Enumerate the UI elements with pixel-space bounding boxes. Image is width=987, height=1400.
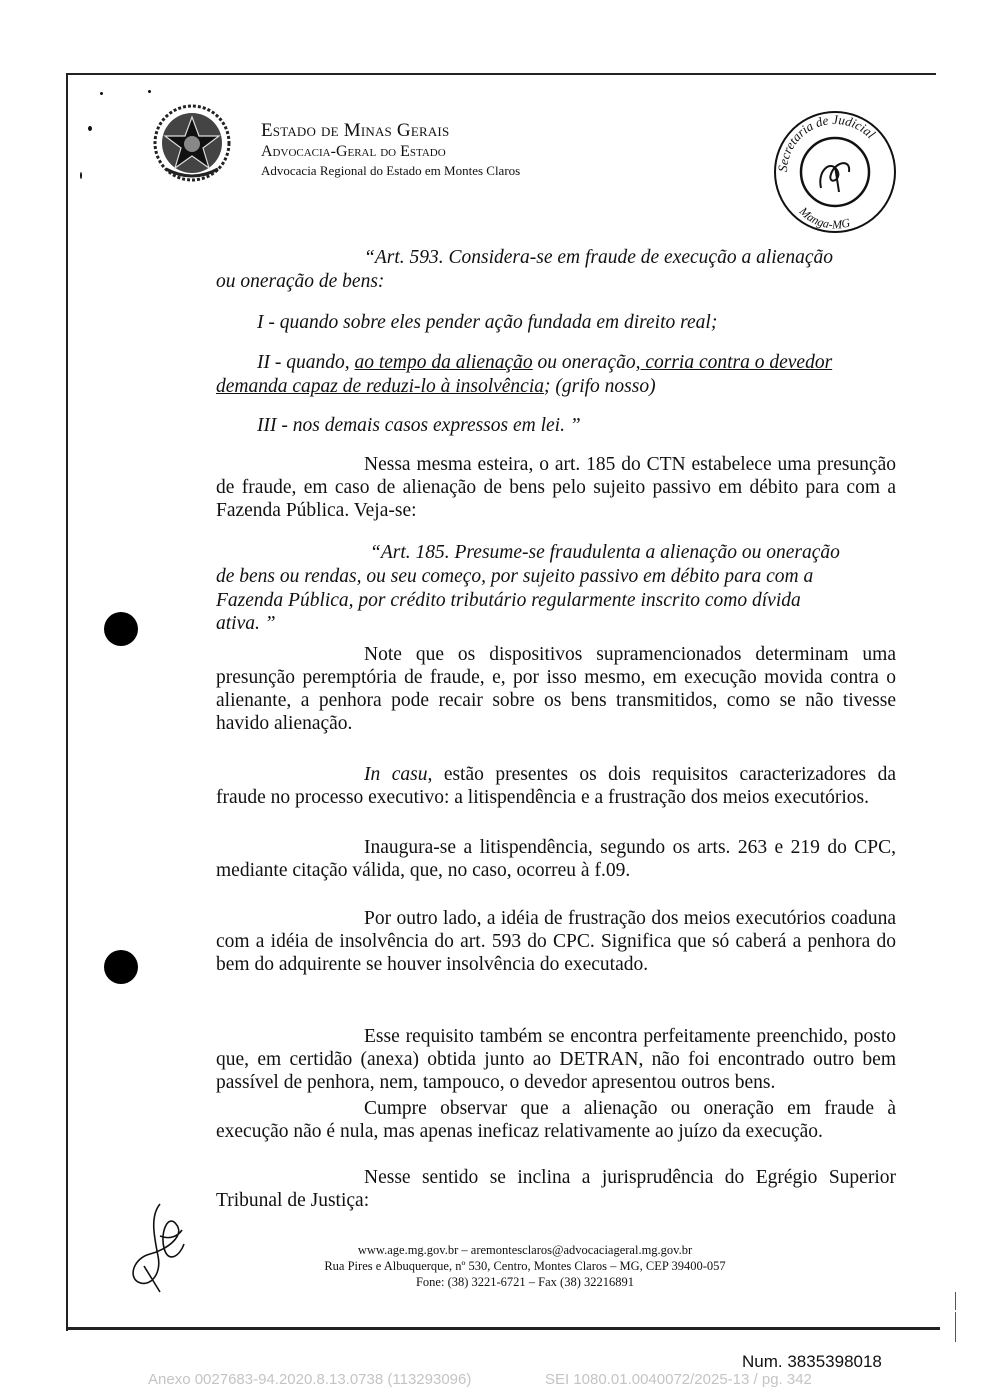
scan-speck: [80, 172, 82, 179]
art185-line2: de bens ou rendas, ou seu começo, por sujeito passivo em débito para com a: [216, 566, 814, 587]
paragraph-litispendencia: [216, 836, 896, 882]
inciso-ii-underlined-1: ao tempo da alienação: [354, 352, 533, 373]
art185-line3: Fazenda Pública, por crédito tributário regularmente inscrito como dívida: [216, 590, 801, 611]
watermark-sei-reference: SEI 1080.01.0040072/2025-13 / pg. 342: [545, 1371, 812, 1388]
footer-phone-fax: Fone: (38) 3221-6721 – Fax (38) 32216891: [415, 1275, 635, 1289]
page-border-bottom: [66, 1327, 940, 1330]
paragraph-ineficacia: [216, 1097, 896, 1143]
inciso-ii-underlined-3: demanda capaz de reduzi-lo à insolvência: [216, 376, 545, 397]
page-border-right-fragment: [955, 1312, 956, 1342]
paragraph-presuncao-text: Note que os dispositivos supramencionados determinam uma presunção peremptória de fraude, e, por isso mesmo, em execução movida contra o alienante, a penhora pode recair sobre os bens transmitidos, como se não tivesse havido alienação.: [216, 644, 896, 734]
punch-hole: [104, 950, 138, 984]
scan-speck: [88, 126, 92, 131]
header-agency-name: Advocacia-Geral do Estado: [261, 143, 446, 160]
header-regional-office: Advocacia Regional do Estado em Montes Claros: [261, 163, 521, 178]
art185-line1: “Art. 185. Presume-se fraudulenta a alienação ou oneração: [370, 542, 840, 563]
court-seal-stamp-icon: [765, 100, 905, 240]
paragraph-frustracao-text: Por outro lado, a idéia de frustração dos meios executórios coaduna com a idéia de insolvência do art. 593 do CPC. Significa que só caberá a penhora do bem do adquirente se houver insolvência do executado.: [216, 908, 896, 975]
punch-hole: [104, 612, 138, 646]
scan-speck: [100, 92, 103, 95]
watermark-annex-reference: Anexo 0027683-94.2020.8.13.0738 (113293096): [148, 1371, 472, 1388]
inciso-ii-underlined-2: , corria contra o devedor: [635, 352, 833, 373]
art593-inciso-i: I - quando sobre eles pender ação fundada em direito real;: [257, 312, 718, 333]
inciso-ii-suffix: ; (grifo nosso): [544, 376, 656, 397]
art593-line2: ou oneração de bens:: [216, 271, 385, 292]
paragraph-frustracao: [216, 907, 896, 976]
seal-bottom-text: Manga-MG: [796, 204, 852, 232]
scan-speck: [148, 90, 151, 93]
paragraph-in-casu: [216, 763, 896, 809]
seal-top-text: Secretaria de Judicial: [774, 111, 879, 173]
art593-inciso-ii-line2: [216, 375, 656, 398]
art593-line1: “Art. 593. Considera-se em fraude de execução a alienação: [364, 247, 833, 268]
page-border-left: [66, 73, 68, 1331]
art185-line4: ativa. ”: [216, 613, 276, 634]
svg-text:Manga-MG: [796, 203, 852, 231]
page-border-right-fragment: [955, 1292, 956, 1310]
svg-text:Secretaria de Judicial: [775, 112, 879, 172]
paragraph-jurisprudencia: [216, 1166, 896, 1212]
state-coat-of-arms-icon: [152, 103, 232, 183]
paragraph-ctn-185-text: Nessa mesma esteira, o art. 185 do CTN estabelece uma presunção de fraude, em caso de alienação de bens pelo sujeito passivo em débito para com a Fazenda Pública. Veja-se:: [216, 454, 896, 521]
header-state-name: Estado de Minas Gerais: [261, 120, 450, 141]
footer-web-email: www.age.mg.gov.br – aremontesclaros@advocaciageral.mg.gov.br: [357, 1243, 693, 1257]
art593-inciso-iii: III - nos demais casos expressos em lei. ”: [257, 415, 581, 436]
inciso-ii-middle: ou oneração: [532, 352, 636, 373]
paragraph-ctn-185: [216, 453, 896, 522]
footer-address: Rua Pires e Albuquerque, nº 530, Centro, Montes Claros – MG, CEP 39400-057: [324, 1259, 726, 1273]
in-casu-term: In casu: [364, 764, 428, 785]
paragraph-detran: [216, 1025, 896, 1094]
document-number: Num. 3835398018: [742, 1352, 882, 1371]
page-border-top: [66, 73, 936, 75]
paragraph-litispendencia-text: Inaugura-se a litispendência, segundo os arts. 263 e 219 do CPC, mediante citação válida, que, no caso, ocorreu à f.09.: [216, 837, 896, 881]
paragraph-ineficacia-text: Cumpre observar que a alienação ou oneração em fraude à execução não é nula, mas apenas ineficaz relativamente ao juízo da execução.: [216, 1098, 896, 1142]
paragraph-jurisprudencia-text: Nesse sentido se inclina a jurisprudência do Egrégio Superior Tribunal de Justiça:: [216, 1167, 896, 1211]
inciso-ii-prefix: II - quando,: [257, 352, 355, 373]
art593-inciso-ii-line1: [257, 351, 877, 374]
paragraph-presuncao: [216, 643, 896, 735]
paragraph-detran-text: Esse requisito também se encontra perfeitamente preenchido, posto que, em certidão (anexa) obtida junto ao DETRAN, não foi encontrado outro bem passível de penhora, nem, tampouco, o devedor apresentou outros bens.: [216, 1026, 896, 1093]
handwritten-initials-signature: [120, 1196, 200, 1296]
paragraph-in-casu-text: , estão presentes os dois requisitos caracterizadores da fraude no processo executivo: a litispendência e a frustração dos meios executórios.: [216, 764, 896, 808]
